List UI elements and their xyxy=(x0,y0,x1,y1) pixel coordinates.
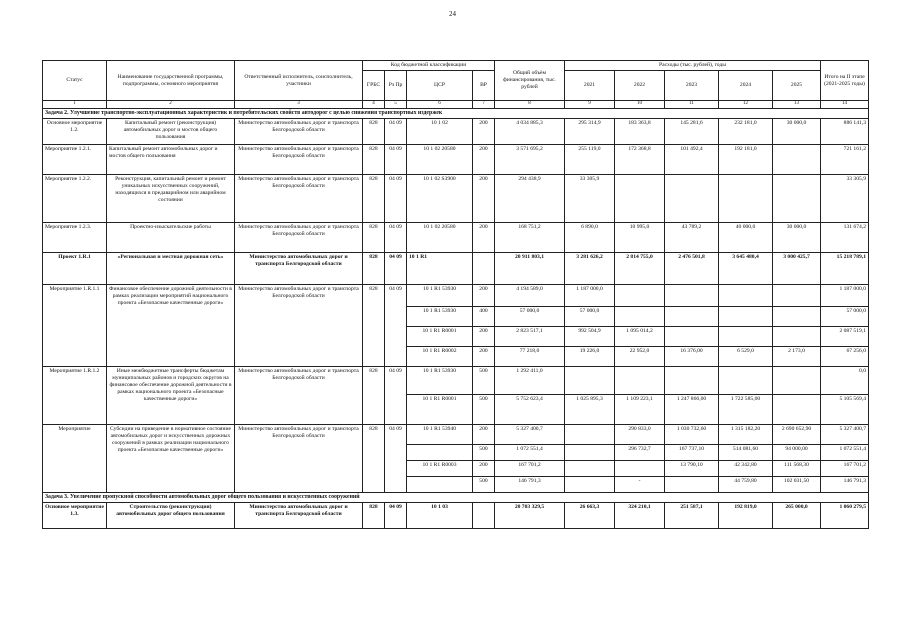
row-vr: 200 xyxy=(473,145,495,175)
row-2025: 2 173,0 xyxy=(773,347,821,367)
row-2024: 192 181,0 xyxy=(719,145,773,175)
budget-table xyxy=(42,60,869,529)
row-csr: 10 1 R1 R0003 xyxy=(407,461,473,477)
row-status: Мероприятие 1.R.1.1 xyxy=(43,285,107,367)
row-status: Мероприятие xyxy=(43,425,107,493)
row-vr: 400 xyxy=(473,307,495,327)
row-2021 xyxy=(565,461,615,477)
row-2024: 3 645 480,4 xyxy=(719,253,773,285)
row-2025: 2 690 652,90 xyxy=(773,425,821,445)
row-2022: 1 095 014,2 xyxy=(615,327,665,347)
row-total: 1 072 551,4 xyxy=(495,445,565,461)
row-2023 xyxy=(665,367,719,395)
header-csr: ЦСР xyxy=(407,71,473,101)
row-2022 xyxy=(615,461,665,477)
row-vr: 200 xyxy=(473,223,495,253)
column-number: 4 xyxy=(363,101,385,109)
column-number-row xyxy=(43,101,869,109)
row-2024 xyxy=(719,307,773,327)
column-number: 10 xyxy=(615,101,665,109)
row-csr: 10 1 R1 53940 xyxy=(407,425,473,445)
row-2025: 94 000,00 xyxy=(773,445,821,461)
row-vr xyxy=(473,253,495,285)
column-number: 5 xyxy=(385,101,407,109)
row-grbs: 828 xyxy=(363,223,385,253)
row-2024: 192 819,0 xyxy=(719,503,773,529)
row-sum: 57 000,0 xyxy=(821,307,869,327)
row-rz: 04 09 xyxy=(385,503,407,529)
row-status: Основное мероприятие 1.2. xyxy=(43,119,107,145)
header-year-2021: 2021 xyxy=(565,71,615,101)
row-2022: 290 833,0 xyxy=(615,425,665,445)
header-year-2024: 2024 xyxy=(719,71,773,101)
row-sum: 146 791,3 xyxy=(821,477,869,493)
row-2023: 43 789,2 xyxy=(665,223,719,253)
column-number: 11 xyxy=(665,101,719,109)
row-2024: 44 759,80 xyxy=(719,477,773,493)
row-vr: 200 xyxy=(473,327,495,347)
row-2021 xyxy=(565,367,615,395)
row-csr: 10 1 R1 53930 xyxy=(407,285,473,307)
row-csr: 10 1 R1 xyxy=(407,253,473,285)
row-2021: 57 000,0 xyxy=(565,307,615,327)
row-total: 1 292 411,0 xyxy=(495,367,565,395)
row-sum: 1 187 000,0 xyxy=(821,285,869,307)
row-2024 xyxy=(719,285,773,307)
header-expenses: Расходы (тыс. рублей), годы xyxy=(565,61,821,71)
row-rz: 04 09 xyxy=(385,253,407,285)
table-row xyxy=(43,223,869,253)
row-2022 xyxy=(615,367,665,395)
row-2024: 6 529,0 xyxy=(719,347,773,367)
row-2023: 1 247 866,00 xyxy=(665,395,719,425)
row-name: Капитальный ремонт автомобильных дорог и мостов общего пользования xyxy=(107,145,235,175)
row-2023: 1 030 732,60 xyxy=(665,425,719,445)
row-2021 xyxy=(565,445,615,461)
row-2023: 251 587,1 xyxy=(665,503,719,529)
row-name: Реконструкция, капитальный ремонт и ремонт уникальных искусственных сооружений, находящихся в предаварийном или аварийном состоянии xyxy=(107,175,235,223)
task-2-title: Задача 2. Улучшение транспортно-эксплуатационных характеристик и потребительских свойств автодорог с целью снижения транспортных издержек xyxy=(43,109,869,119)
header-grbs: ГРБС xyxy=(363,71,385,101)
task-3-row xyxy=(43,493,869,503)
row-status: Мероприятие 1.R.1.2 xyxy=(43,367,107,425)
row-2022: 2 814 755,0 xyxy=(615,253,665,285)
header-program-name: Наименование государственной программы, подпрограммы, основного мероприятия xyxy=(107,61,235,101)
row-executor: Министерство автомобильных дорог и транспорта Белгородской области xyxy=(235,285,363,367)
row-2022: - xyxy=(615,477,665,493)
header-vr: ВР xyxy=(473,71,495,101)
row-sum: 131 674,2 xyxy=(821,223,869,253)
row-total: 146 791,3 xyxy=(495,477,565,493)
row-grbs: 828 xyxy=(363,145,385,175)
header-executor: Ответственный исполнитель, соисполнитель, участники xyxy=(235,61,363,101)
row-2025: 265 000,0 xyxy=(773,503,821,529)
row-rz: 04 09 xyxy=(385,145,407,175)
row-grbs: 828 xyxy=(363,253,385,285)
row-2024 xyxy=(719,367,773,395)
row-total: 3 571 695,2 xyxy=(495,145,565,175)
row-executor: Министерство автомобильных дорог и транспорта Белгородской области xyxy=(235,253,363,285)
row-2022: 324 210,1 xyxy=(615,503,665,529)
row-2022: 296 732,7 xyxy=(615,445,665,461)
row-grbs: 828 xyxy=(363,367,385,425)
row-grbs: 828 xyxy=(363,425,385,493)
row-2025 xyxy=(773,285,821,307)
row-2023 xyxy=(665,307,719,327)
row-2023 xyxy=(665,477,719,493)
row-sum: 1 060 279,5 xyxy=(821,503,869,529)
table-row xyxy=(43,367,869,395)
row-total: 167 701,2 xyxy=(495,461,565,477)
row-sum: 15 218 789,1 xyxy=(821,253,869,285)
row-csr: 10 1 03 xyxy=(407,503,473,529)
row-2025: 111 568,30 xyxy=(773,461,821,477)
column-number: 2 xyxy=(107,101,235,109)
row-csr xyxy=(407,477,473,493)
row-2025: 30 000,0 xyxy=(773,223,821,253)
row-2025 xyxy=(773,395,821,425)
row-2023: 145 281,6 xyxy=(665,119,719,145)
row-status: Мероприятие 1.2.2. xyxy=(43,175,107,223)
row-2024: 1 722 585,00 xyxy=(719,395,773,425)
row-executor: Министерство автомобильных дорог и транспорта Белгородской области xyxy=(235,425,363,493)
row-executor: Министерство автомобильных дорог и транспорта Белгородской области xyxy=(235,119,363,145)
row-2025: 3 000 425,7 xyxy=(773,253,821,285)
row-2021 xyxy=(565,477,615,493)
row-2023: 101 492,4 xyxy=(665,145,719,175)
row-total: 294 438,9 xyxy=(495,175,565,223)
header-year-2025: 2025 xyxy=(773,71,821,101)
row-sum: 1 072 551,4 xyxy=(821,445,869,461)
row-grbs: 828 xyxy=(363,285,385,367)
row-2024 xyxy=(719,175,773,223)
row-total: 5 752 623,4 xyxy=(495,395,565,425)
column-number: 14 xyxy=(821,101,869,109)
row-vr: 200 xyxy=(473,425,495,445)
row-executor: Министерство автомобильных дорог и транспорта Белгородской области xyxy=(235,367,363,425)
header-total-volume: Общий объём финансирования, тыс. рублей xyxy=(495,61,565,101)
row-rz: 04 09 xyxy=(385,223,407,253)
row-grbs: 828 xyxy=(363,119,385,145)
column-number: 6 xyxy=(407,101,473,109)
row-2025 xyxy=(773,327,821,347)
row-csr: 10 1 R1 R0001 xyxy=(407,395,473,425)
row-2024: 232 181,0 xyxy=(719,119,773,145)
row-executor: Министерство автомобильных дорог и транспорта Белгородской области xyxy=(235,175,363,223)
row-2025 xyxy=(773,367,821,395)
table-row xyxy=(43,425,869,445)
row-csr: 10 1 R1 53930 xyxy=(407,367,473,395)
header-status: Статус xyxy=(43,61,107,101)
row-status: Мероприятие 1.2.1. xyxy=(43,145,107,175)
row-2021: 1 025 895,3 xyxy=(565,395,615,425)
header-rz-pr: Рз Пр xyxy=(385,71,407,101)
row-name: Субсидии на приведение в нормативное состояние автомобильных дорог и искусственных дорожных сооружений в рамках реализации национального проекта «Безопасные качественные дороги» xyxy=(107,425,235,493)
row-vr: 200 xyxy=(473,285,495,307)
row-2023: 13 790,10 xyxy=(665,461,719,477)
row-name: «Региональная и местная дорожная сеть» xyxy=(107,253,235,285)
row-vr: 200 xyxy=(473,175,495,223)
row-rz: 04 09 xyxy=(385,425,407,493)
page-number: 24 xyxy=(449,10,456,18)
row-vr: 200 xyxy=(473,347,495,367)
row-csr: 10 1 02 20580 xyxy=(407,223,473,253)
row-sum: 721 161,2 xyxy=(821,145,869,175)
table-row xyxy=(43,119,869,145)
row-grbs: 828 xyxy=(363,175,385,223)
row-status: Проект 1.R.1 xyxy=(43,253,107,285)
row-grbs: 828 xyxy=(363,503,385,529)
row-csr: 10 1 02 S3900 xyxy=(407,175,473,223)
column-number: 3 xyxy=(235,101,363,109)
header-year-2023: 2023 xyxy=(665,71,719,101)
row-sum: 0,0 xyxy=(821,367,869,395)
row-2022 xyxy=(615,307,665,327)
row-2023: 167 737,10 xyxy=(665,445,719,461)
row-name: Строительство (реконструкция) автомобильных дорог общего пользования xyxy=(107,503,235,529)
row-total: 77 218,0 xyxy=(495,347,565,367)
row-2024: 40 000,0 xyxy=(719,223,773,253)
row-executor: Министерство автомобильных дорог и транспорта Белгородской области xyxy=(235,223,363,253)
row-csr: 10 1 R1 53930 xyxy=(407,307,473,327)
row-2022: 10 995,0 xyxy=(615,223,665,253)
row-2025 xyxy=(773,145,821,175)
row-2024: 514 081,60 xyxy=(719,445,773,461)
row-total: 168 751,2 xyxy=(495,223,565,253)
row-2022: 1 109 223,1 xyxy=(615,395,665,425)
row-2023 xyxy=(665,285,719,307)
row-2022 xyxy=(615,175,665,223)
header-row-1 xyxy=(43,61,869,71)
row-2021: 1 187 000,0 xyxy=(565,285,615,307)
row-executor: Министерство автомобильных дорог и транспорта Белгородской области xyxy=(235,503,363,529)
column-number: 7 xyxy=(473,101,495,109)
row-2022: 183 363,8 xyxy=(615,119,665,145)
row-2021: 295 314,9 xyxy=(565,119,615,145)
row-total: 20 703 329,5 xyxy=(495,503,565,529)
row-2024 xyxy=(719,327,773,347)
row-total: 2 823 517,1 xyxy=(495,327,565,347)
row-vr xyxy=(473,503,495,529)
row-sum: 5 105 569,4 xyxy=(821,395,869,425)
row-2024: 42 342,80 xyxy=(719,461,773,477)
header-stage-total: Итого на II этапе (2021-2025 годы) xyxy=(821,61,869,101)
row-status: Мероприятие 1.2.3. xyxy=(43,223,107,253)
row-csr: 10 1 R1 R0002 xyxy=(407,347,473,367)
row-2025 xyxy=(773,307,821,327)
row-total: 20 911 803,1 xyxy=(495,253,565,285)
row-2023: 16 376,00 xyxy=(665,347,719,367)
row-total: 4 194 589,0 xyxy=(495,285,565,307)
row-total: 5 327 400,7 xyxy=(495,425,565,445)
row-vr: 500 xyxy=(473,367,495,395)
row-status: Основное мероприятие 1.3. xyxy=(43,503,107,529)
row-name: Проектно-изыскательские работы xyxy=(107,223,235,253)
row-sum: 33 305,9 xyxy=(821,175,869,223)
table-row xyxy=(43,503,869,529)
row-name: Капитальный ремонт (реконструкция) автомобильных дорог и мостов общего пользования xyxy=(107,119,235,145)
task-2-row xyxy=(43,109,869,119)
row-2024: 1 315 182,20 xyxy=(719,425,773,445)
row-2025 xyxy=(773,175,821,223)
row-csr: 10 1 R1 R0001 xyxy=(407,327,473,347)
task-3-title: Задача 3. Увеличение пропускной способности автомобильных дорог общего пользования и искусственных сооружений xyxy=(43,493,869,503)
row-2021: 255 119,0 xyxy=(565,145,615,175)
row-vr: 200 xyxy=(473,461,495,477)
row-sum: 886 141,3 xyxy=(821,119,869,145)
row-vr: 500 xyxy=(473,477,495,493)
table-row xyxy=(43,175,869,223)
column-number: 1 xyxy=(43,101,107,109)
table-row xyxy=(43,253,869,285)
row-total: 57 000,0 xyxy=(495,307,565,327)
row-2021: 19 226,0 xyxy=(565,347,615,367)
row-2023 xyxy=(665,327,719,347)
row-2025: 102 031,50 xyxy=(773,477,821,493)
row-2023 xyxy=(665,175,719,223)
row-vr: 200 xyxy=(473,119,495,145)
row-csr xyxy=(407,445,473,461)
row-2023: 2 476 501,8 xyxy=(665,253,719,285)
row-2022: 172 368,8 xyxy=(615,145,665,175)
row-2025: 30 000,0 xyxy=(773,119,821,145)
table-row xyxy=(43,145,869,175)
column-number: 8 xyxy=(495,101,565,109)
row-name: Иные межбюджетные трансферты бюджетам муниципальных районов и городских округов на финансовое обеспечение дорожной деятельности в рамках национального проекта «Безопасные качественные дороги» xyxy=(107,367,235,425)
row-2021: 992 504,9 xyxy=(565,327,615,347)
row-sum: 67 256,0 xyxy=(821,347,869,367)
header-budget-classification: Код бюджетной классификации xyxy=(363,61,495,71)
row-2021: 33 305,9 xyxy=(565,175,615,223)
row-rz: 04 09 xyxy=(385,119,407,145)
row-2021 xyxy=(565,425,615,445)
row-rz: 04 09 xyxy=(385,285,407,367)
row-rz: 04 09 xyxy=(385,367,407,425)
row-sum: 2 087 519,1 xyxy=(821,327,869,347)
row-rz: 04 09 xyxy=(385,175,407,223)
row-2021: 26 663,3 xyxy=(565,503,615,529)
row-2021: 6 890,0 xyxy=(565,223,615,253)
row-sum: 167 701,2 xyxy=(821,461,869,477)
row-name: Финансовое обеспечение дорожной деятельности в рамках реализации мероприятий национального проекта «Безопасные качественные дороги» xyxy=(107,285,235,367)
row-total: 4 034 885,3 xyxy=(495,119,565,145)
row-2021: 3 281 626,2 xyxy=(565,253,615,285)
column-number: 12 xyxy=(719,101,773,109)
row-vr: 500 xyxy=(473,395,495,425)
column-number: 13 xyxy=(773,101,821,109)
table-row xyxy=(43,285,869,307)
header-year-2022: 2022 xyxy=(615,71,665,101)
row-csr: 10 1 02 20580 xyxy=(407,145,473,175)
row-2022 xyxy=(615,285,665,307)
row-vr: 500 xyxy=(473,445,495,461)
row-csr: 10 1 02 xyxy=(407,119,473,145)
row-2022: 22 952,0 xyxy=(615,347,665,367)
row-executor: Министерство автомобильных дорог и транспорта Белгородской области xyxy=(235,145,363,175)
row-sum: 5 327 400,7 xyxy=(821,425,869,445)
column-number: 9 xyxy=(565,101,615,109)
